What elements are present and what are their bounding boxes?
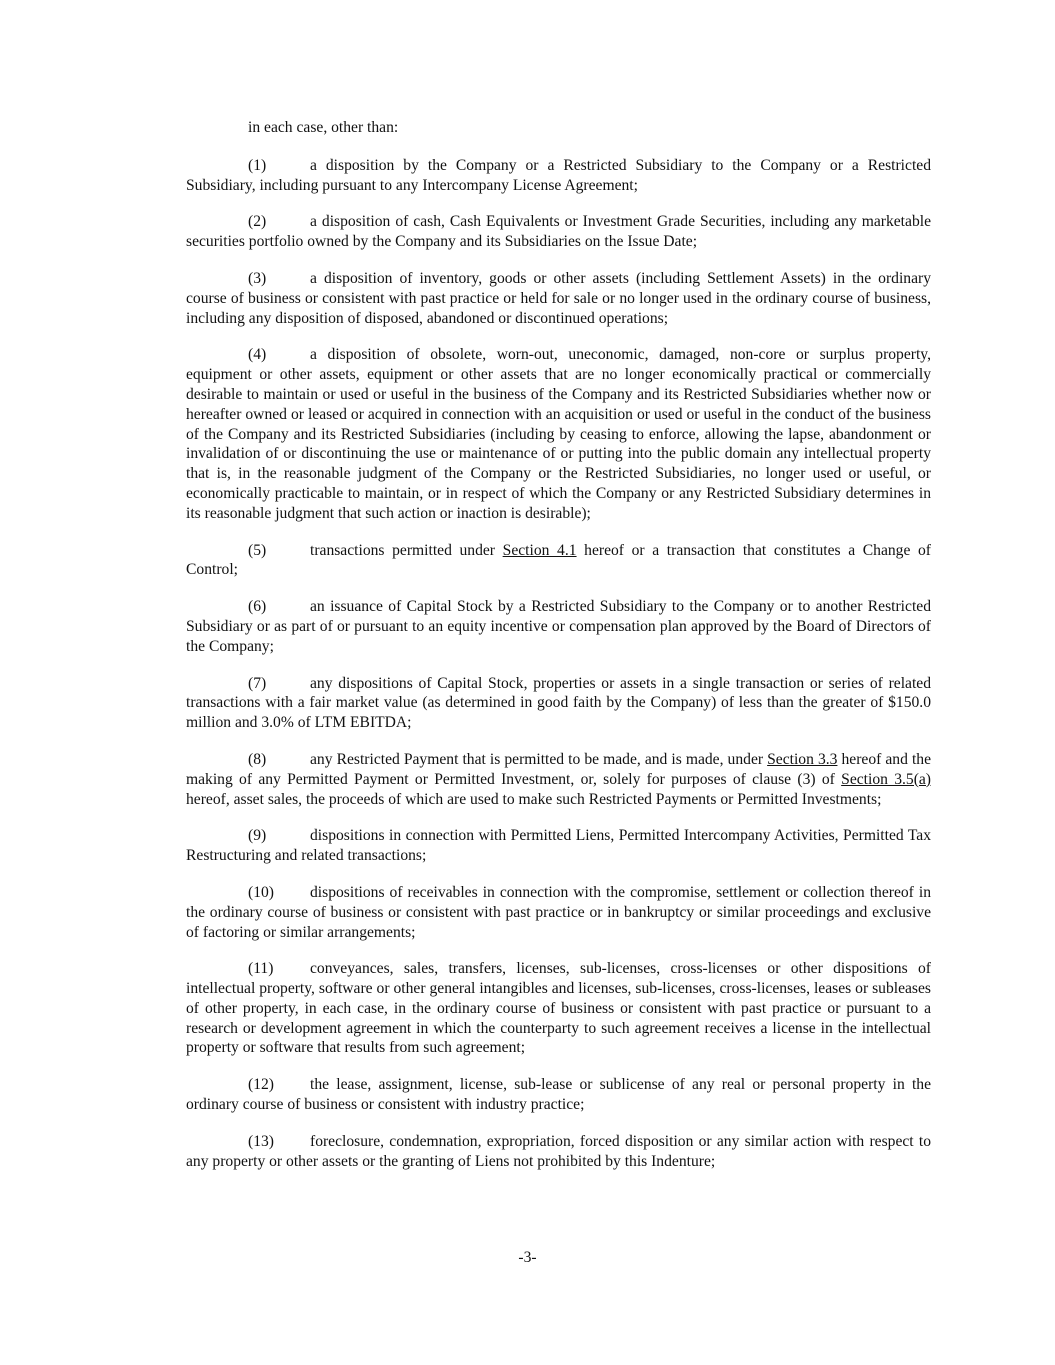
section-reference-link[interactable]: Section 4.1 — [502, 541, 577, 559]
clause-number: (11) — [248, 960, 274, 978]
clause-5 — [186, 541, 931, 581]
clause-text: the lease, assignment, license, sub-lease or sublicense of any real or personal property in the ordinary course of business or consistent with industry practice; — [186, 1076, 931, 1114]
clause-number: (13) — [248, 1132, 274, 1150]
clause-text: any dispositions of Capital Stock, properties or assets in a single transaction or series of related transactions with a fair market value (as determined in good faith by the Company) of less than the greater of $150.0 million and 3.0% of LTM EBITDA; — [186, 674, 931, 732]
clause-text: hereof and the making of any Permitted Payment or Permitted Investment, or, solely for purposes of clause (3) of — [186, 750, 931, 788]
clause-number: (4) — [248, 346, 267, 364]
clause-text: any Restricted Payment that is permitted to be made, and is made, under — [310, 750, 768, 768]
section-reference-link[interactable]: Section 3.3 — [767, 750, 838, 768]
intro-text: in each case, other than: — [248, 119, 399, 136]
clause-1 — [186, 156, 931, 196]
clause-number: (8) — [248, 750, 267, 768]
clause-text: a disposition by the Company or a Restricted Subsidiary to the Company or a Restricted Subsidiary, including pursuant to any Intercompany License Agreement; — [186, 156, 931, 194]
clause-10 — [186, 883, 931, 942]
clause-number: (12) — [248, 1076, 274, 1094]
clause-text: hereof, asset sales, the proceeds of which are used to make such Restricted Payments or Permitted Investments; — [186, 790, 882, 808]
section-reference-link[interactable]: Section 3.5(a) — [841, 770, 931, 788]
clause-9 — [186, 826, 931, 866]
page-number: -3- — [518, 1249, 537, 1266]
clause-number: (5) — [248, 541, 267, 559]
clause-6 — [186, 597, 931, 656]
clause-text: foreclosure, condemnation, expropriation, forced disposition or any similar action with respect to any property or other assets or the granting of Liens not prohibited by this Indenture; — [186, 1132, 931, 1170]
clause-12 — [186, 1075, 931, 1115]
clause-13 — [186, 1132, 931, 1172]
clause-number: (6) — [248, 598, 267, 616]
clause-number: (3) — [248, 269, 267, 287]
clause-4 — [186, 345, 931, 523]
clause-number: (10) — [248, 883, 274, 901]
clause-text: a disposition of inventory, goods or other assets (including Settlement Assets) in the ordinary course of business or consistent with past practice or held for sale or no longer used in the ordinary course of business, including any disposition of disposed, abandoned or discontinued operations; — [186, 269, 931, 327]
clause-text: transactions permitted under — [310, 541, 503, 559]
clause-8 — [186, 750, 931, 809]
clause-number: (7) — [248, 674, 267, 692]
clause-text: a disposition of obsolete, worn-out, uneconomic, damaged, non-core or surplus property, equipment or other assets, equipment or other assets that are no longer economically practical or commercially desirable to maintain or used or useful in the business of the Company and its Restricted Subsidiaries whether now or hereafter owned or leased or acquired in connection with an acquisition or used or useful in the conduct of the business of the Company and its Restricted Subsidiaries (including by ceasing to enforce, allowing the lapse, abandonment or invalidation of or discontinuing the use or maintenance of or putting into the public domain any intellectual property that is, in the reasonable judgment of the Company or the Restricted Subsidiaries, no longer used or useful, or economically practicable to maintain, or in respect of which the Company or any Restricted Subsidiary determines in its reasonable judgment that such action or inaction is desirable); — [186, 346, 931, 522]
clause-text: a disposition of cash, Cash Equivalents or Investment Grade Securities, including any marketable securities portfolio owned by the Company and its Subsidiaries on the Issue Date; — [186, 213, 931, 251]
clause-text: conveyances, sales, transfers, licenses, sub-licenses, cross-licenses or other dispositions of intellectual property, software or other general intangibles and licenses, sub-licenses, cross-licenses, leases or subleases of other property, in each case, in the ordinary course of business or consistent with past practice or pursuant to a research or development agreement in which the counterparty to such agreement receives a license in the intellectual property or software that results from such agreement; — [186, 960, 931, 1057]
clause-text: hereof or a transaction that constitutes a Change of Control; — [186, 541, 931, 579]
clause-11 — [186, 959, 931, 1058]
clause-2 — [186, 212, 931, 252]
clause-text: dispositions of receivables in connection with the compromise, settlement or collection thereof in the ordinary course of business or consistent with past practice or in bankruptcy or similar proceedings and exclusive of factoring or similar arrangements; — [186, 883, 931, 941]
clause-text: dispositions in connection with Permitted Liens, Permitted Intercompany Activities, Permitted Tax Restructuring and related transactions; — [186, 827, 931, 865]
clause-number: (9) — [248, 827, 267, 845]
clause-7 — [186, 674, 931, 733]
clause-text: an issuance of Capital Stock by a Restricted Subsidiary to the Company or to another Restricted Subsidiary or as part of or pursuant to an equity incentive or compensation plan approved by the Board of Directors of the Company; — [186, 598, 931, 655]
clause-3 — [186, 269, 931, 328]
clause-number: (2) — [248, 213, 267, 231]
clause-number: (1) — [248, 156, 267, 174]
document-body — [186, 118, 931, 1188]
